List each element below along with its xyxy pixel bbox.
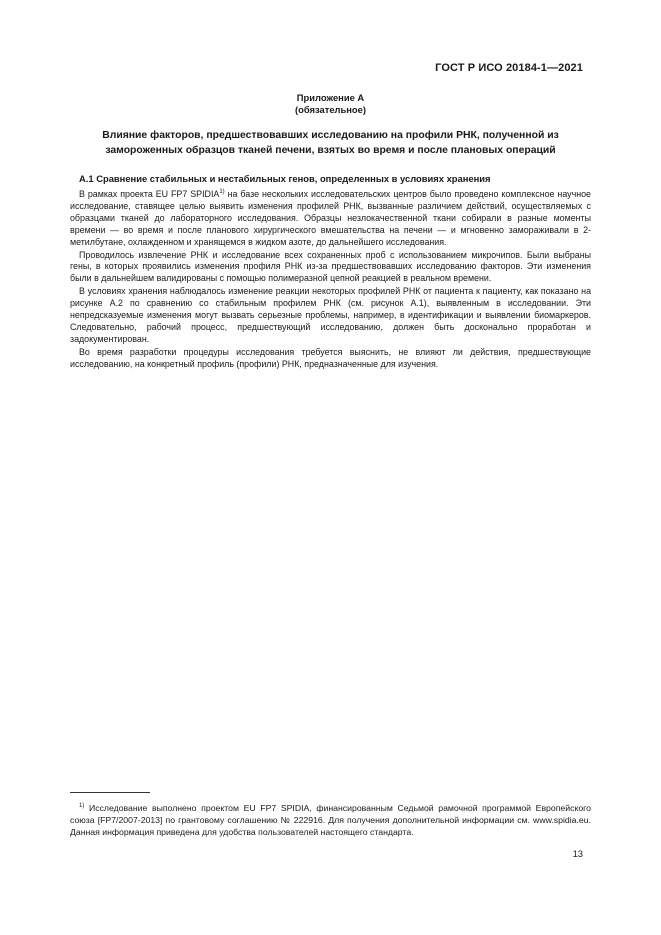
annex-block	[0, 92, 661, 116]
annex-title: Влияние факторов, предшествовавших исследованию на профили РНК, полученной из замороженных образцов тканей печени, взятых во время и после плановых операций	[102, 130, 559, 156]
paragraph-1-rest: на базе нескольких исследовательских центров было проведено комплексное научное исследование, ставящее целью выявить изменения профилей РНК, вызванные различием действий, осуществляемых с образцами тканей до лабораторного исследования. Образцы незлокачественной ткани собирали в разные моменты времени — во время и после планового хирургического вмешательства на печени — и мгновенно замораживали в 2-метилбутане, охлажденном и хранящемся в жидком азоте, до дальнейшего исследования.	[70, 189, 591, 247]
section-heading: А.1 Сравнение стабильных и нестабильных генов, определенных в условиях хранения	[79, 173, 491, 184]
standard-id-header: ГОСТ Р ИСО 20184-1—2021	[435, 62, 583, 74]
paragraph-4: Во время разработки процедуры исследования требуется выяснить, не влияют ли действия, предшествующие исследованию, на конкретный профиль (профили) РНК, предназначенные для изучения.	[70, 346, 591, 369]
paragraph-3: В условиях хранения наблюдалось изменение реакции некоторых профилей РНК от пациента к пациенту, как показано на рисунке А.2 по сравнению со стабильным профилем РНК (см. рисунок А.1), выявленным в исследовании. Эти непредсказуемые изменения могут вызвать серьезные проблемы, например, в идентификации и выявлении биомаркеров. Следовательно, рабочий процесс, предшествующий исследованию, должен быть досконально проработан и задокументирован.	[70, 286, 591, 344]
annex-label: Приложение А	[296, 92, 365, 103]
paragraph-1	[70, 189, 591, 249]
footnote-marker: 1)	[79, 803, 85, 810]
footnote-text: Исследование выполнено проектом EU FP7 SPIDIA, финансированным Седьмой рамочной программой Европейского союза [FP7/2007-2013] по грантовому соглашению № 222916. Для получения дополнительной информации см. www.spidia.eu. Данная информация приведена для удобства пользователей настоящего стандарта.	[70, 803, 591, 837]
paragraph-1-lead: В рамках проекта EU FP7 SPIDIA	[79, 189, 220, 199]
footnote-ref: 1)	[219, 189, 225, 196]
section-a1	[70, 173, 591, 372]
annex-status: (обязательное)	[295, 104, 366, 115]
paragraph-2: Проводилось извлечение РНК и исследование всех сохраненных проб с использованием микрочипов. Были выбраны гены, в которых проявились изменения профиля РНК из-за предшествовавших исследованию факторов. Эти изменения были в дальнейшем валидированы с помощью полимеразной цепной реакцией в реальном времени.	[70, 249, 591, 284]
footnote-divider	[70, 792, 150, 793]
page-number: 13	[572, 848, 583, 859]
footnote	[70, 802, 591, 838]
